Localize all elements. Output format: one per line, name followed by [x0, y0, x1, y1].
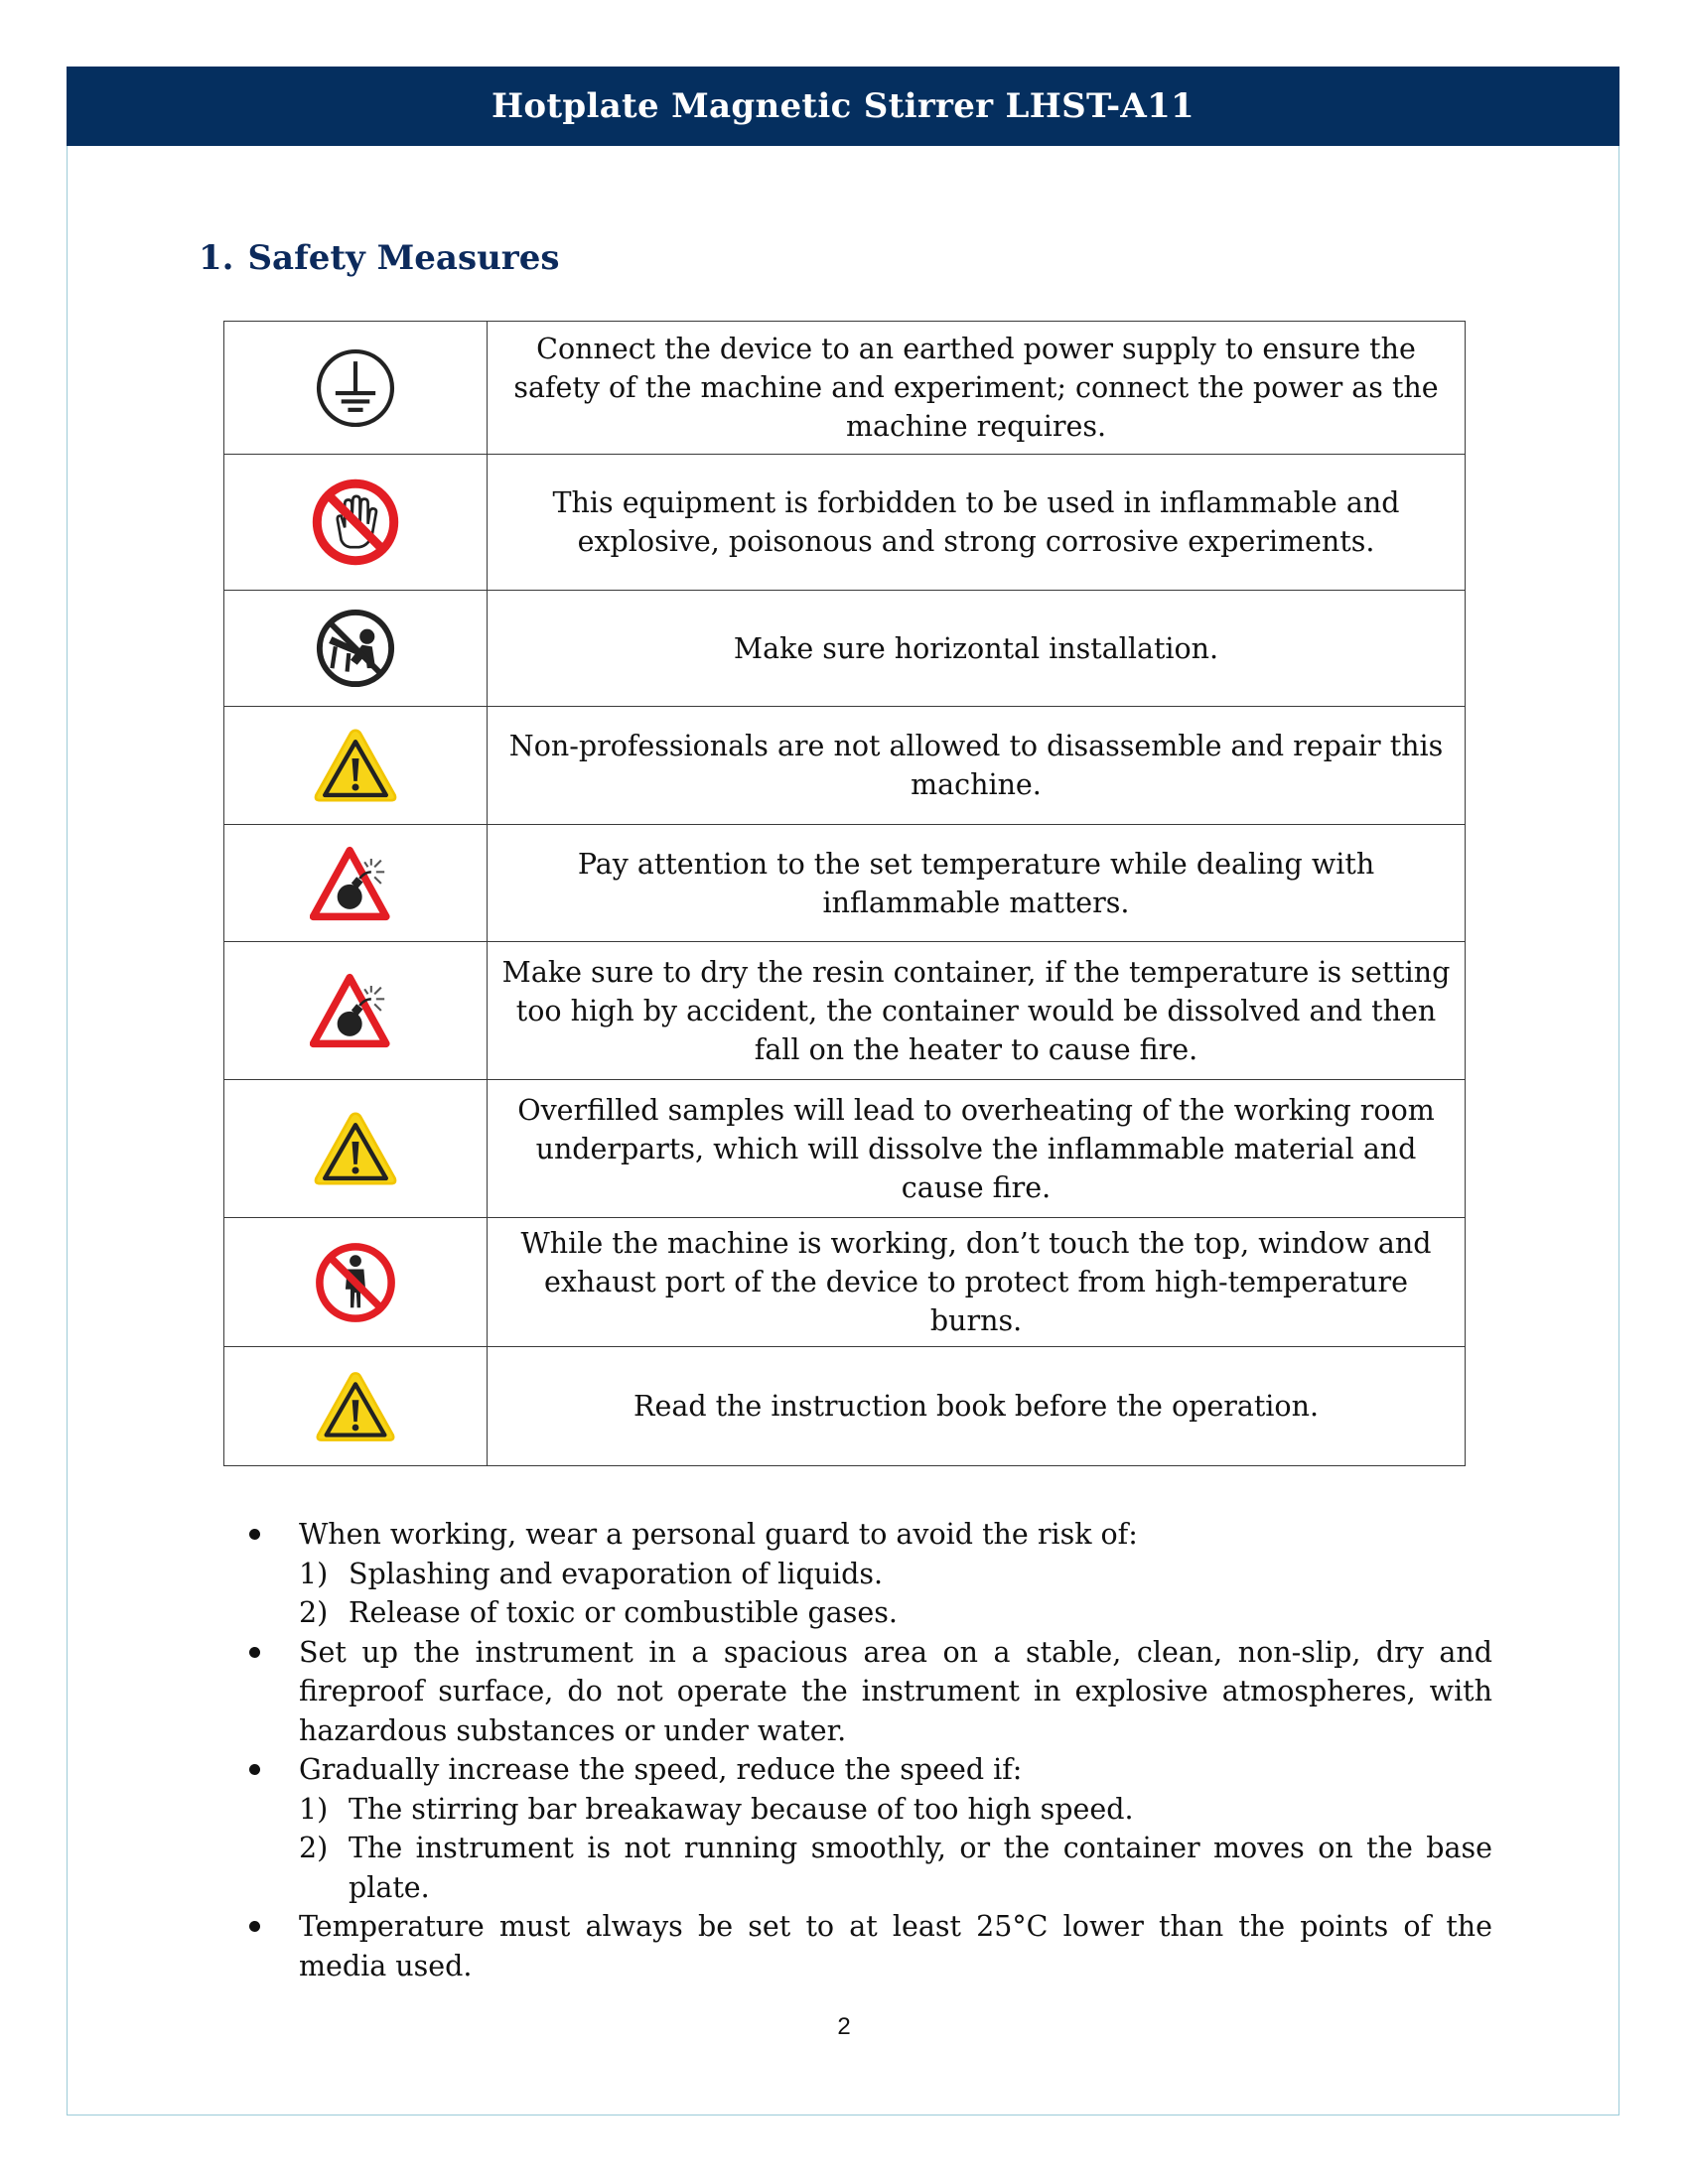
- icon-cell: [224, 1218, 488, 1347]
- safety-text: While the machine is working, don’t touch the top, window and exhaust port of the device to protect from high-temperature burns.: [488, 1218, 1466, 1347]
- safety-row: [224, 1218, 1466, 1347]
- sub-list: [299, 1555, 1492, 1633]
- bullet-text: When working, wear a personal guard to avoid the risk of:: [299, 1518, 1138, 1551]
- bullet-text: Temperature must always be set to at least 25°C lower than the points of the media used.: [299, 1910, 1492, 1982]
- safety-row: [224, 455, 1466, 591]
- sub-marker: 2): [299, 1832, 329, 1864]
- warning-icon: [312, 725, 399, 806]
- warning-icon: [312, 1108, 399, 1189]
- section-number: 1.: [199, 238, 234, 278]
- bullet-dot: [249, 1921, 260, 1932]
- sub-item: [299, 1555, 1492, 1594]
- bullet-item: [243, 1907, 1492, 1985]
- bullet-dot: [249, 1529, 260, 1540]
- safety-text: Make sure to dry the resin container, if the temperature is setting too high by accident, the container would be dissolved and then fall on the heater to cause fire.: [488, 942, 1466, 1080]
- earth-ground-icon: [314, 346, 397, 430]
- bullet-text: Gradually increase the speed, reduce the speed if:: [299, 1753, 1023, 1786]
- bullet-dot: [249, 1764, 260, 1775]
- section-heading: [199, 238, 560, 278]
- bullet-dot: [249, 1647, 260, 1658]
- document-title: Hotplate Magnetic Stirrer LHST-A11: [492, 86, 1195, 126]
- safety-text: Overfilled samples will lead to overheating of the working room underparts, which will dissolve the inflammable material and cause fire.: [488, 1080, 1466, 1218]
- safety-row: [224, 322, 1466, 455]
- bullet-item: [243, 1515, 1492, 1633]
- icon-cell: [224, 322, 488, 455]
- safety-text: Read the instruction book before the operation.: [488, 1347, 1466, 1466]
- safety-row: [224, 707, 1466, 825]
- sub-marker: 2): [299, 1596, 329, 1629]
- bullet-text: Set up the instrument in a spacious area on a stable, clean, non-slip, dry and fireproof surface, do not operate the instrument in explosive atmospheres, with hazardous substances or under water.: [299, 1635, 1492, 1747]
- sub-item: [299, 1593, 1492, 1633]
- safety-text: Non-professionals are not allowed to disassemble and repair this machine.: [488, 707, 1466, 825]
- safety-table: [223, 321, 1466, 1466]
- bullet-item: [243, 1633, 1492, 1751]
- icon-cell: [224, 1080, 488, 1218]
- section-title: Safety Measures: [247, 238, 560, 278]
- sub-text: The instrument is not running smoothly, or the container moves on the base plate.: [349, 1832, 1492, 1904]
- icon-cell: [224, 455, 488, 591]
- safety-row: [224, 825, 1466, 942]
- icon-cell: [224, 591, 488, 707]
- no-person-icon: [314, 1241, 397, 1324]
- safety-bullet-list: [243, 1515, 1492, 1985]
- sub-marker: 1): [299, 1557, 329, 1590]
- no-hand-icon: [311, 478, 400, 567]
- safety-text: Connect the device to an earthed power supply to ensure the safety of the machine and experiment; connect the power as the machine requires.: [488, 322, 1466, 455]
- safety-row: [224, 942, 1466, 1080]
- explosive-warning-icon: [310, 844, 401, 923]
- safety-text: Make sure horizontal installation.: [488, 591, 1466, 707]
- sub-text: The stirring bar breakaway because of too high speed.: [349, 1792, 1134, 1826]
- safety-text: Pay attention to the set temperature while dealing with inflammable matters.: [488, 825, 1466, 942]
- sub-item: [299, 1790, 1492, 1830]
- safety-row: [224, 1080, 1466, 1218]
- sub-text: Release of toxic or combustible gases.: [349, 1596, 898, 1629]
- safety-row: [224, 1347, 1466, 1466]
- icon-cell: [224, 825, 488, 942]
- sub-marker: 1): [299, 1792, 329, 1826]
- warning-icon: [314, 1368, 397, 1445]
- explosive-warning-icon: [310, 971, 401, 1050]
- header-bar: [67, 67, 1619, 146]
- sub-list: [299, 1790, 1492, 1908]
- safety-text: This equipment is forbidden to be used in inflammable and explosive, poisonous and strong corrosive experiments.: [488, 455, 1466, 591]
- icon-cell: [224, 1347, 488, 1466]
- no-tilt-icon: [314, 607, 397, 690]
- safety-row: [224, 591, 1466, 707]
- page-number: 2: [837, 2013, 851, 2040]
- sub-text: Splashing and evaporation of liquids.: [349, 1557, 884, 1590]
- icon-cell: [224, 942, 488, 1080]
- icon-cell: [224, 707, 488, 825]
- sub-item: [299, 1829, 1492, 1907]
- bullet-item: [243, 1750, 1492, 1907]
